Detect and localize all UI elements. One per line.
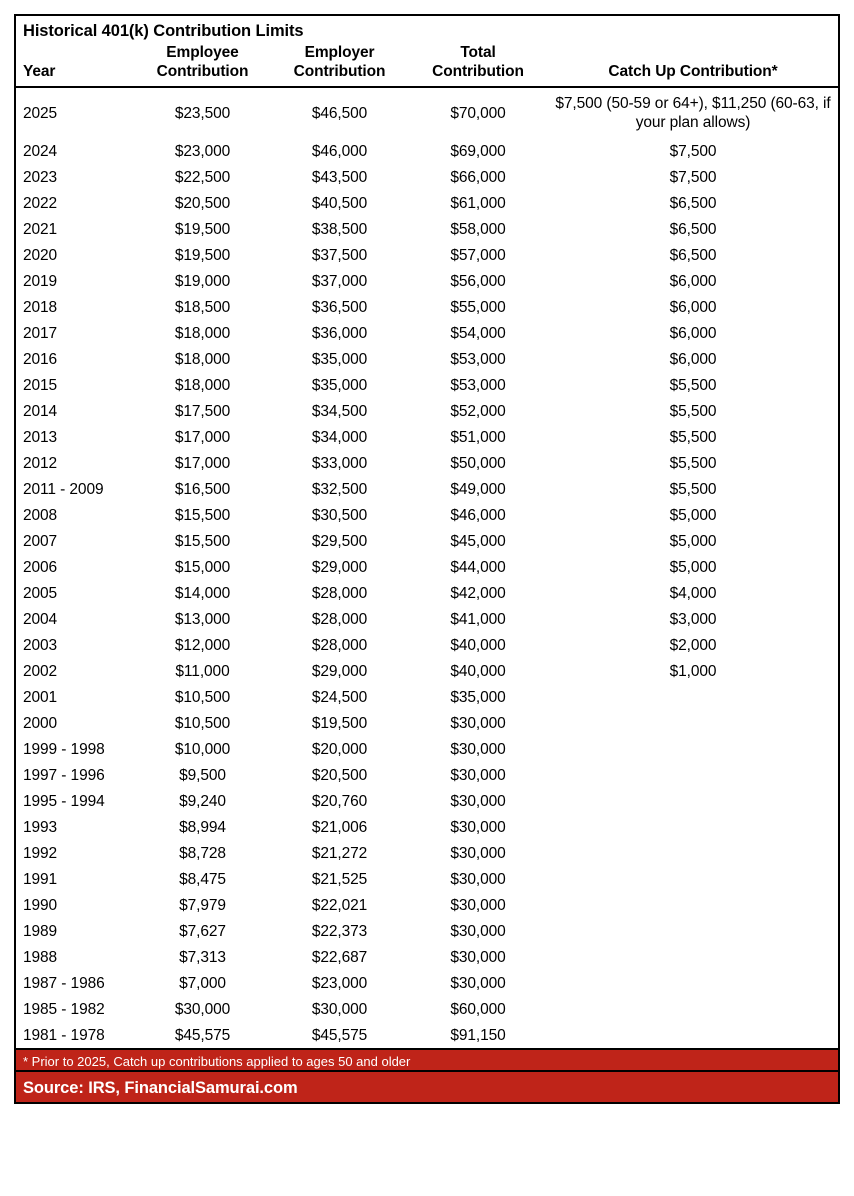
cell-employee-contribution: $17,000 xyxy=(174,454,231,472)
table-row xyxy=(16,996,838,1022)
table-row xyxy=(16,424,838,450)
column-header-catchup-label: Catch Up Contribution* xyxy=(608,63,778,80)
cell-total-contribution: $61,000 xyxy=(450,194,506,212)
cell-employer-contribution: $21,006 xyxy=(311,818,368,836)
table-header xyxy=(16,43,838,87)
column-header-employer-contribution xyxy=(271,43,408,87)
cell-employer-contribution: $34,000 xyxy=(311,428,368,446)
cell-year: 2015 xyxy=(23,376,58,394)
cell-catch-up-contribution: $7,500 xyxy=(669,142,717,160)
cell-employee-contribution: $11,000 xyxy=(175,662,230,680)
cell-year: 2016 xyxy=(23,350,58,368)
cell-employer-contribution: $28,000 xyxy=(311,636,368,654)
contribution-limits-table-frame xyxy=(14,14,840,1048)
cell-year: 2004 xyxy=(23,610,58,628)
cell-employer-contribution: $21,272 xyxy=(311,844,368,862)
cell-total-contribution: $40,000 xyxy=(450,636,506,654)
cell-employer-contribution: $30,000 xyxy=(311,1000,368,1018)
cell-employer-contribution: $35,000 xyxy=(311,350,368,368)
cell-employer-contribution: $28,000 xyxy=(311,610,368,628)
table-row xyxy=(16,190,838,216)
table-row xyxy=(16,840,838,866)
table-row xyxy=(16,502,838,528)
table-row xyxy=(16,892,838,918)
column-header-total-contribution xyxy=(408,43,548,87)
cell-employee-contribution: $30,000 xyxy=(174,1000,231,1018)
cell-total-contribution: $51,000 xyxy=(450,428,506,446)
cell-year: 2007 xyxy=(23,532,58,550)
column-header-employee-contribution xyxy=(134,43,271,87)
cell-total-contribution: $35,000 xyxy=(450,688,506,706)
source-band: Source: IRS, FinancialSamurai.com xyxy=(14,1072,840,1104)
table-row xyxy=(16,554,838,580)
table-row xyxy=(16,372,838,398)
column-header-year-label: Year xyxy=(23,63,56,80)
cell-total-contribution: $30,000 xyxy=(450,714,506,732)
cell-employee-contribution: $17,500 xyxy=(174,402,231,420)
cell-catch-up-contribution: $7,500 (50-59 or 64+), $11,250 (60-63, if your plan allows) xyxy=(555,95,831,131)
table-row xyxy=(16,216,838,242)
table-row xyxy=(16,320,838,346)
cell-catch-up-contribution xyxy=(548,840,838,866)
cell-total-contribution: $42,000 xyxy=(450,584,506,602)
cell-employee-contribution: $18,000 xyxy=(174,376,231,394)
cell-employee-contribution: $19,500 xyxy=(174,220,231,238)
cell-catch-up-contribution: $2,000 xyxy=(669,636,717,654)
cell-year: 2002 xyxy=(23,662,58,680)
cell-employer-contribution: $38,500 xyxy=(311,220,368,238)
contribution-limits-table xyxy=(16,43,838,1048)
table-row xyxy=(16,164,838,190)
cell-employer-contribution: $20,500 xyxy=(311,766,368,784)
cell-year: 2024 xyxy=(23,142,58,160)
cell-employee-contribution: $45,575 xyxy=(174,1026,231,1044)
cell-total-contribution: $30,000 xyxy=(450,844,506,862)
cell-employee-contribution: $16,500 xyxy=(174,480,231,498)
cell-catch-up-contribution: $5,000 xyxy=(669,506,717,524)
cell-catch-up-contribution: $4,000 xyxy=(669,584,717,602)
table-row xyxy=(16,632,838,658)
cell-employer-contribution: $36,500 xyxy=(311,298,368,316)
cell-employer-contribution: $21,525 xyxy=(311,870,368,888)
cell-total-contribution: $30,000 xyxy=(450,766,506,784)
cell-employer-contribution: $22,373 xyxy=(311,922,368,940)
cell-total-contribution: $46,000 xyxy=(450,506,506,524)
cell-employer-contribution: $34,500 xyxy=(311,402,368,420)
cell-employer-contribution: $28,000 xyxy=(311,584,368,602)
cell-employer-contribution: $45,575 xyxy=(311,1026,368,1044)
cell-catch-up-contribution: $6,500 xyxy=(669,246,717,264)
cell-year: 1990 xyxy=(23,896,58,914)
table-row xyxy=(16,736,838,762)
cell-employer-contribution: $36,000 xyxy=(311,324,368,342)
cell-total-contribution: $50,000 xyxy=(450,454,506,472)
cell-employee-contribution: $18,500 xyxy=(174,298,231,316)
table-row xyxy=(16,294,838,320)
cell-year: 1992 xyxy=(23,844,58,862)
cell-total-contribution: $30,000 xyxy=(450,948,506,966)
cell-year: 2000 xyxy=(23,714,58,732)
cell-year: 2008 xyxy=(23,506,58,524)
column-header-employee-line2: Contribution xyxy=(156,63,249,80)
cell-employee-contribution: $19,500 xyxy=(174,246,231,264)
cell-total-contribution: $53,000 xyxy=(450,350,506,368)
cell-year: 1985 - 1982 xyxy=(23,1000,105,1018)
cell-employee-contribution: $19,000 xyxy=(174,272,231,290)
cell-employee-contribution: $8,994 xyxy=(179,818,226,836)
cell-total-contribution: $30,000 xyxy=(450,922,506,940)
cell-total-contribution: $56,000 xyxy=(450,272,506,290)
cell-year: 2017 xyxy=(23,324,58,342)
cell-employee-contribution: $10,500 xyxy=(174,714,231,732)
table-row xyxy=(16,866,838,892)
cell-catch-up-contribution: $5,000 xyxy=(669,532,717,550)
column-header-catch-up-contribution xyxy=(548,43,838,87)
cell-catch-up-contribution xyxy=(548,788,838,814)
cell-employee-contribution: $9,240 xyxy=(179,792,226,810)
cell-catch-up-contribution: $5,500 xyxy=(669,480,717,498)
table-row xyxy=(16,918,838,944)
cell-total-contribution: $52,000 xyxy=(450,402,506,420)
cell-total-contribution: $53,000 xyxy=(450,376,506,394)
column-header-employer-line2: Contribution xyxy=(293,63,386,80)
table-row xyxy=(16,658,838,684)
cell-employer-contribution: $35,000 xyxy=(311,376,368,394)
cell-employer-contribution: $24,500 xyxy=(311,688,368,706)
cell-year: 2014 xyxy=(23,402,58,420)
cell-employee-contribution: $10,500 xyxy=(174,688,231,706)
cell-year: 1989 xyxy=(23,922,58,940)
cell-total-contribution: $41,000 xyxy=(450,610,506,628)
cell-catch-up-contribution: $5,500 xyxy=(669,402,717,420)
cell-year: 2021 xyxy=(23,220,58,238)
table-row xyxy=(16,450,838,476)
cell-employee-contribution: $9,500 xyxy=(179,766,226,784)
cell-total-contribution: $30,000 xyxy=(450,740,506,758)
cell-year: 1987 - 1986 xyxy=(23,974,105,992)
table-row xyxy=(16,268,838,294)
cell-catch-up-contribution xyxy=(548,866,838,892)
cell-total-contribution: $30,000 xyxy=(450,896,506,914)
column-header-total-line1: Total xyxy=(460,44,496,61)
cell-catch-up-contribution: $5,000 xyxy=(669,558,717,576)
column-header-employer-line1: Employer xyxy=(304,44,375,61)
table-row xyxy=(16,710,838,736)
cell-catch-up-contribution xyxy=(548,736,838,762)
cell-catch-up-contribution xyxy=(548,1022,838,1048)
cell-catch-up-contribution: $7,500 xyxy=(669,168,717,186)
cell-catch-up-contribution: $5,500 xyxy=(669,454,717,472)
cell-employer-contribution: $30,500 xyxy=(311,506,368,524)
cell-catch-up-contribution: $6,000 xyxy=(669,324,717,342)
cell-catch-up-contribution: $1,000 xyxy=(669,662,717,680)
cell-year: 2023 xyxy=(23,168,58,186)
cell-employer-contribution: $19,500 xyxy=(311,714,368,732)
cell-catch-up-contribution xyxy=(548,814,838,840)
cell-year: 1995 - 1994 xyxy=(23,792,105,810)
cell-employee-contribution: $18,000 xyxy=(174,350,231,368)
cell-year: 2012 xyxy=(23,454,58,472)
cell-total-contribution: $60,000 xyxy=(450,1000,506,1018)
table-row xyxy=(16,138,838,164)
cell-total-contribution: $58,000 xyxy=(450,220,506,238)
cell-employer-contribution: $37,000 xyxy=(311,272,368,290)
cell-year: 1991 xyxy=(23,870,58,888)
cell-employer-contribution: $46,000 xyxy=(311,142,368,160)
cell-total-contribution: $30,000 xyxy=(450,974,506,992)
cell-year: 2019 xyxy=(23,272,58,290)
table-row xyxy=(16,476,838,502)
cell-total-contribution: $55,000 xyxy=(450,298,506,316)
cell-employer-contribution: $20,000 xyxy=(311,740,368,758)
cell-catch-up-contribution: $3,000 xyxy=(669,610,717,628)
cell-catch-up-contribution: $6,000 xyxy=(669,272,717,290)
cell-total-contribution: $30,000 xyxy=(450,870,506,888)
cell-catch-up-contribution: $6,500 xyxy=(669,194,717,212)
cell-employee-contribution: $22,500 xyxy=(174,168,231,186)
cell-year: 2005 xyxy=(23,584,58,602)
cell-employer-contribution: $29,000 xyxy=(311,558,368,576)
cell-catch-up-contribution: $6,000 xyxy=(669,298,717,316)
cell-employer-contribution: $29,500 xyxy=(311,532,368,550)
cell-year: 1988 xyxy=(23,948,58,966)
cell-employer-contribution: $29,000 xyxy=(311,662,368,680)
cell-total-contribution: $49,000 xyxy=(450,480,506,498)
cell-total-contribution: $57,000 xyxy=(450,246,506,264)
table-row xyxy=(16,606,838,632)
cell-employee-contribution: $14,000 xyxy=(174,584,231,602)
table-header-row xyxy=(16,43,838,87)
cell-employee-contribution: $8,728 xyxy=(179,844,226,862)
table-title-row xyxy=(16,16,838,43)
cell-year: 2001 xyxy=(23,688,58,706)
cell-year: 2006 xyxy=(23,558,58,576)
cell-employer-contribution: $23,000 xyxy=(311,974,368,992)
cell-year: 2003 xyxy=(23,636,58,654)
table-row xyxy=(16,970,838,996)
cell-employee-contribution: $13,000 xyxy=(174,610,231,628)
cell-catch-up-contribution: $5,500 xyxy=(669,428,717,446)
table-row xyxy=(16,684,838,710)
cell-total-contribution: $66,000 xyxy=(450,168,506,186)
cell-employee-contribution: $15,500 xyxy=(174,532,231,550)
footer-bands xyxy=(14,1048,840,1104)
cell-employer-contribution: $22,687 xyxy=(311,948,368,966)
column-header-employee-line1: Employee xyxy=(166,44,239,61)
cell-year: 2013 xyxy=(23,428,58,446)
cell-year: 2011 - 2009 xyxy=(23,480,104,498)
cell-employee-contribution: $7,313 xyxy=(179,948,226,966)
cell-employee-contribution: $15,500 xyxy=(174,506,231,524)
cell-total-contribution: $30,000 xyxy=(450,818,506,836)
cell-total-contribution: $69,000 xyxy=(450,142,506,160)
cell-employee-contribution: $7,979 xyxy=(179,896,226,914)
cell-catch-up-contribution xyxy=(548,892,838,918)
cell-catch-up-contribution: $6,500 xyxy=(669,220,717,238)
cell-catch-up-contribution xyxy=(548,944,838,970)
cell-employer-contribution: $32,500 xyxy=(311,480,368,498)
table-row xyxy=(16,788,838,814)
cell-employee-contribution: $18,000 xyxy=(174,324,231,342)
cell-total-contribution: $30,000 xyxy=(450,792,506,810)
cell-total-contribution: $54,000 xyxy=(450,324,506,342)
cell-year: 1997 - 1996 xyxy=(23,766,105,784)
table-row xyxy=(16,762,838,788)
cell-employee-contribution: $8,475 xyxy=(179,870,226,888)
cell-catch-up-contribution xyxy=(548,970,838,996)
page-title: Historical 401(k) Contribution Limits xyxy=(23,22,304,40)
cell-total-contribution: $45,000 xyxy=(450,532,506,550)
cell-catch-up-contribution: $5,500 xyxy=(669,376,717,394)
cell-catch-up-contribution xyxy=(548,684,838,710)
cell-employer-contribution: $22,021 xyxy=(311,896,368,914)
footnote-band: * Prior to 2025, Catch up contributions applied to ages 50 and older xyxy=(14,1048,840,1072)
cell-catch-up-contribution: $6,000 xyxy=(669,350,717,368)
cell-employer-contribution: $20,760 xyxy=(311,792,368,810)
cell-employee-contribution: $23,000 xyxy=(174,142,231,160)
cell-employer-contribution: $37,500 xyxy=(311,246,368,264)
cell-catch-up-contribution xyxy=(548,918,838,944)
cell-year: 1993 xyxy=(23,818,58,836)
cell-employee-contribution: $20,500 xyxy=(174,194,231,212)
cell-employee-contribution: $15,000 xyxy=(174,558,231,576)
cell-total-contribution: $40,000 xyxy=(450,662,506,680)
cell-total-contribution: $44,000 xyxy=(450,558,506,576)
cell-total-contribution: $91,150 xyxy=(450,1026,506,1044)
table-row xyxy=(16,346,838,372)
table-row xyxy=(16,1022,838,1048)
cell-employer-contribution: $46,500 xyxy=(311,104,368,122)
cell-employee-contribution: $17,000 xyxy=(174,428,231,446)
cell-year: 2022 xyxy=(23,194,58,212)
cell-catch-up-contribution xyxy=(548,710,838,736)
table-row xyxy=(16,580,838,606)
cell-year: 2025 xyxy=(23,104,58,122)
cell-employer-contribution: $43,500 xyxy=(311,168,368,186)
cell-year: 2018 xyxy=(23,298,58,316)
cell-employer-contribution: $40,500 xyxy=(311,194,368,212)
table-row xyxy=(16,398,838,424)
cell-year: 2020 xyxy=(23,246,58,264)
table-row xyxy=(16,528,838,554)
cell-year: 1981 - 1978 xyxy=(23,1026,105,1044)
cell-catch-up-contribution xyxy=(548,762,838,788)
cell-employee-contribution: $7,627 xyxy=(179,922,226,940)
cell-year: 1999 - 1998 xyxy=(23,740,105,758)
table-body xyxy=(16,87,838,1048)
table-row xyxy=(16,242,838,268)
table-row xyxy=(16,87,838,138)
column-header-year xyxy=(16,43,134,87)
cell-employee-contribution: $23,500 xyxy=(174,104,231,122)
table-row xyxy=(16,944,838,970)
cell-employee-contribution: $7,000 xyxy=(179,974,226,992)
column-header-total-line2: Contribution xyxy=(432,63,524,80)
table-row xyxy=(16,814,838,840)
cell-employer-contribution: $33,000 xyxy=(311,454,368,472)
cell-total-contribution: $70,000 xyxy=(450,104,506,122)
cell-catch-up-contribution xyxy=(548,996,838,1022)
cell-employee-contribution: $12,000 xyxy=(174,636,231,654)
cell-employee-contribution: $10,000 xyxy=(174,740,231,758)
